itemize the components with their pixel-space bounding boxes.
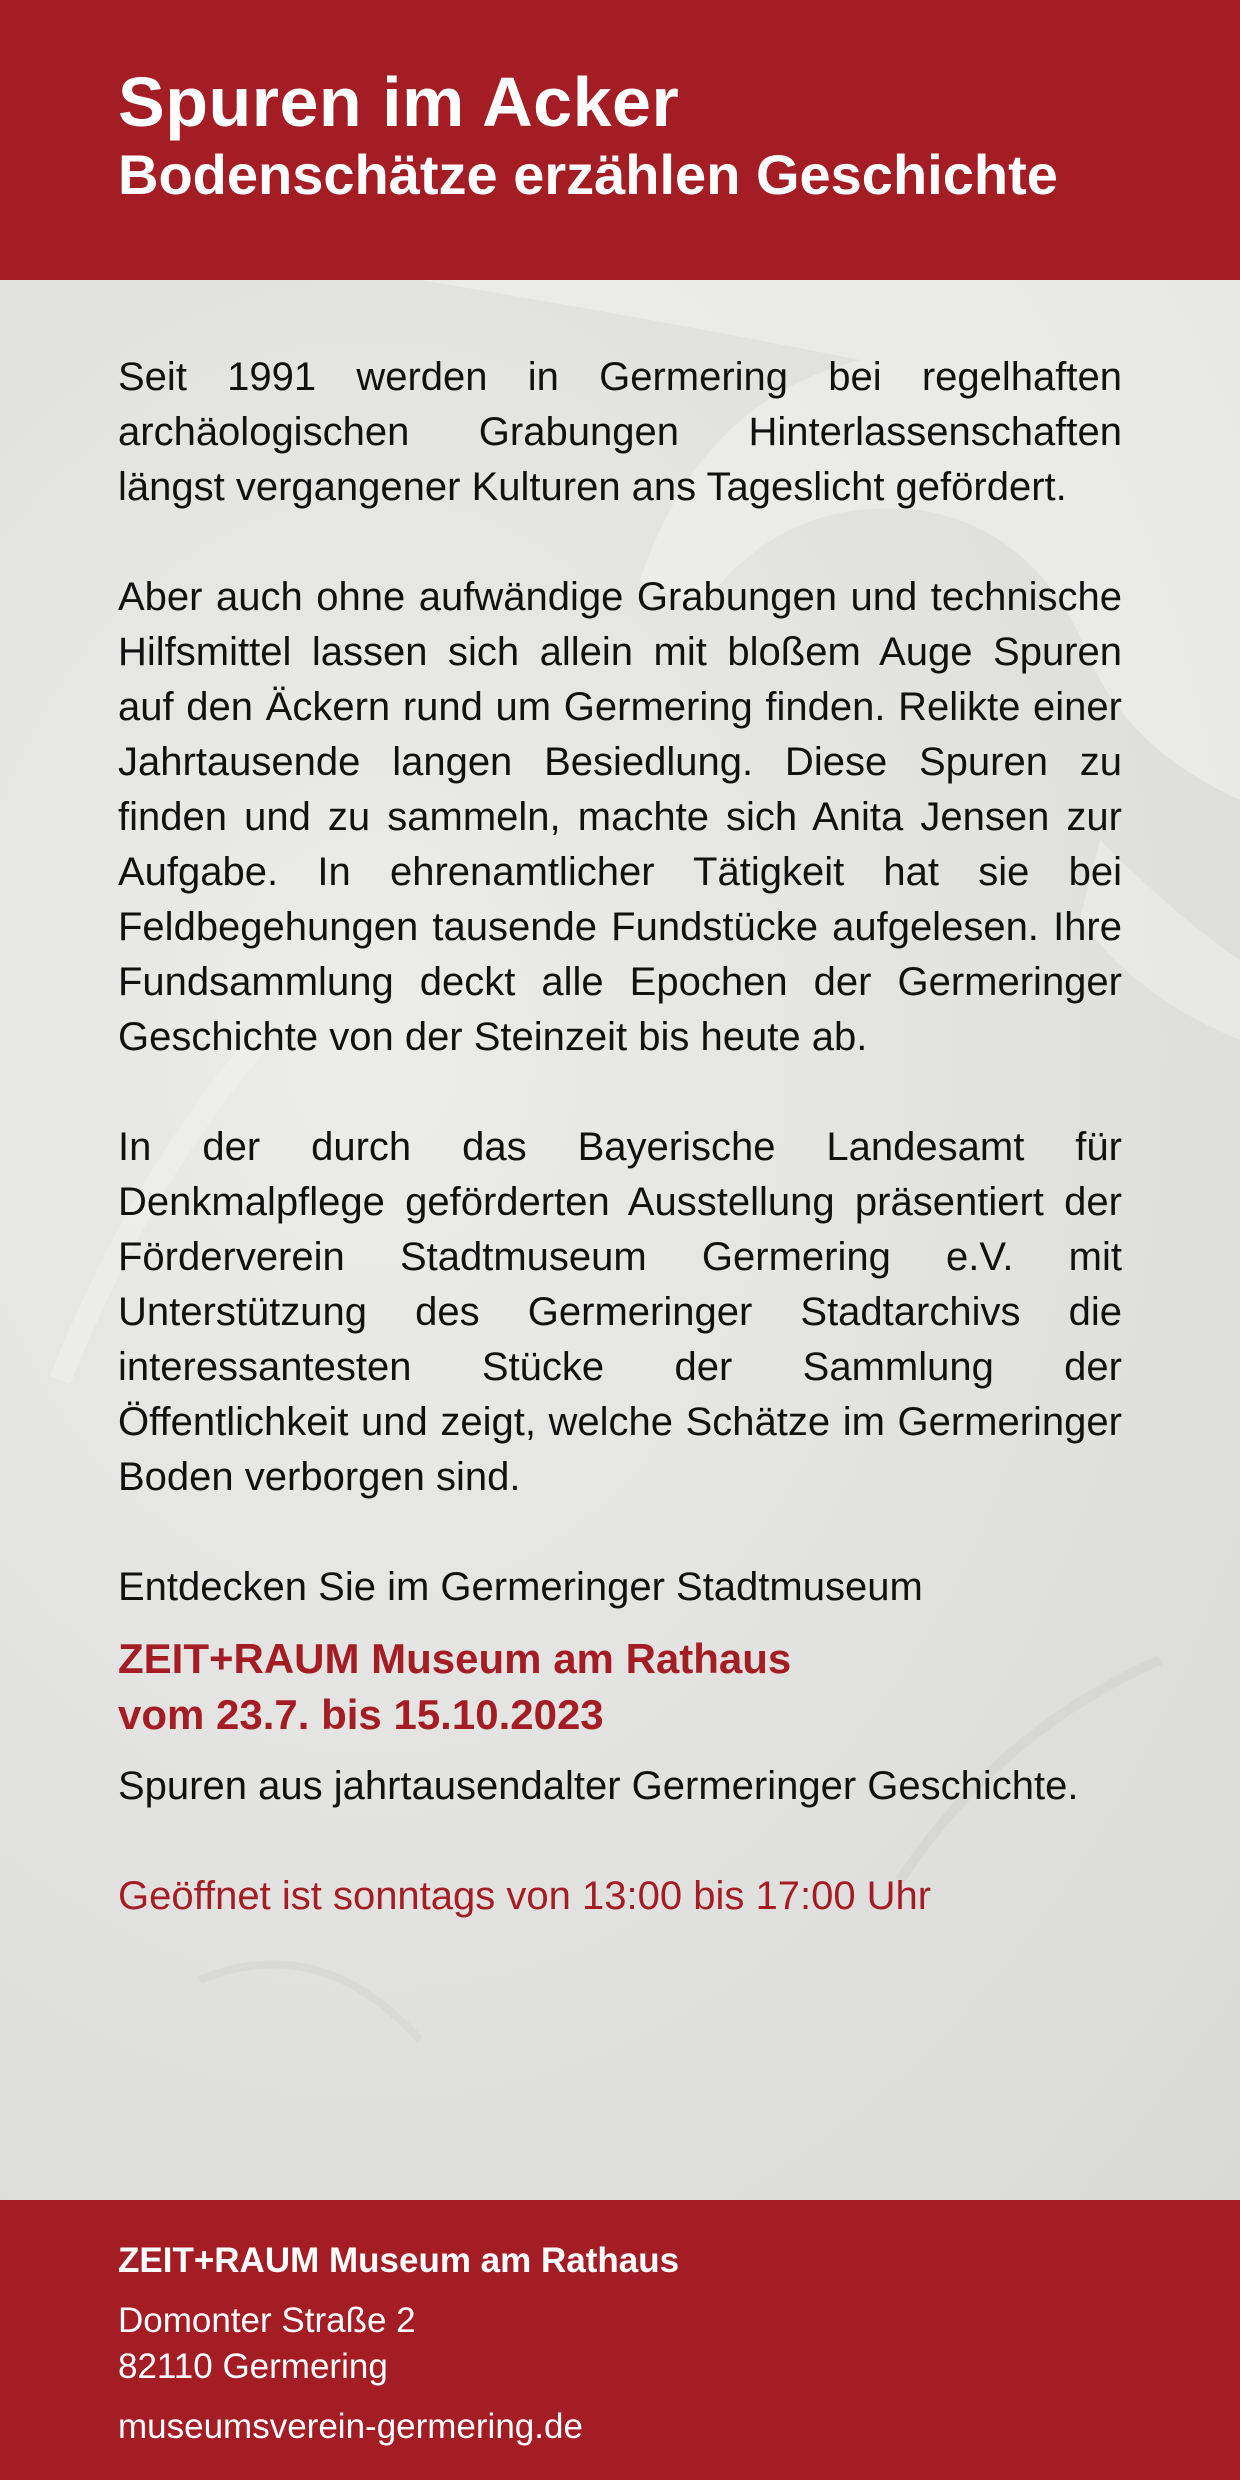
footer-museum-name: ZEIT+RAUM Museum am Rathaus bbox=[118, 2241, 680, 2280]
intro-paragraph: Seit 1991 werden in Germering bei regelhaften archäologischen Grabungen Hinterlassenschaften längst vergangener Kulturen ans Tageslicht gefördert. bbox=[118, 355, 1122, 509]
exhibition-info bbox=[118, 1631, 1122, 1743]
opening-hours: Geöffnet ist sonntags von 13:00 bis 17:00 Uhr bbox=[118, 1874, 932, 1918]
museum-name: ZEIT+RAUM Museum am Rathaus bbox=[118, 1635, 792, 1682]
exhibition-dates: vom 23.7. bis 15.10.2023 bbox=[118, 1691, 604, 1738]
footer-website-link[interactable]: museumsverein-germering.de bbox=[118, 2407, 583, 2446]
header-banner bbox=[0, 0, 1240, 280]
main-content bbox=[118, 350, 1122, 1924]
collection-paragraph: Aber auch ohne aufwändige Grabungen und technische Hilfsmittel lassen sich allein mit bloßem Auge Spuren auf den Äckern rund um Germering finden. Relikte einer Jahrtausende langen Besiedlung. Diese Spuren zu finden und zu sammeln, machte sich Anita Jensen zur Aufgabe. In ehrenamtlicher Tätigkeit hat sie bei Feldbegehungen tausende Fundstücke aufgelesen. Ihre Fundsammlung deckt alle Epochen der Germeringer Geschichte von der Steinzeit bis heute ab. bbox=[118, 575, 1122, 1059]
discover-text: Entdecken Sie im Germeringer Stadtmuseum bbox=[118, 1565, 923, 1609]
page-subtitle: Bodenschätze erzählen Geschichte bbox=[118, 143, 1058, 206]
footer-street: Domonter Straße 2 bbox=[118, 2301, 416, 2340]
footer-banner bbox=[0, 2200, 1240, 2480]
traces-text: Spuren aus jahrtausendalter Germeringer Geschichte. bbox=[118, 1764, 1079, 1808]
page-title: Spuren im Acker bbox=[118, 63, 680, 141]
footer-city: 82110 Germering bbox=[118, 2347, 388, 2386]
exhibition-paragraph: In der durch das Bayerische Landesamt für Denkmalpflege geförderten Ausstellung präsentiert der Förderverein Stadtmuseum Germering e.V. mit Unterstützung des Germeringer Stadtarchivs die interessantesten Stücke der Sammlung der Öffentlichkeit und zeigt, welche Schätze im Germeringer Boden verborgen sind. bbox=[118, 1125, 1122, 1499]
